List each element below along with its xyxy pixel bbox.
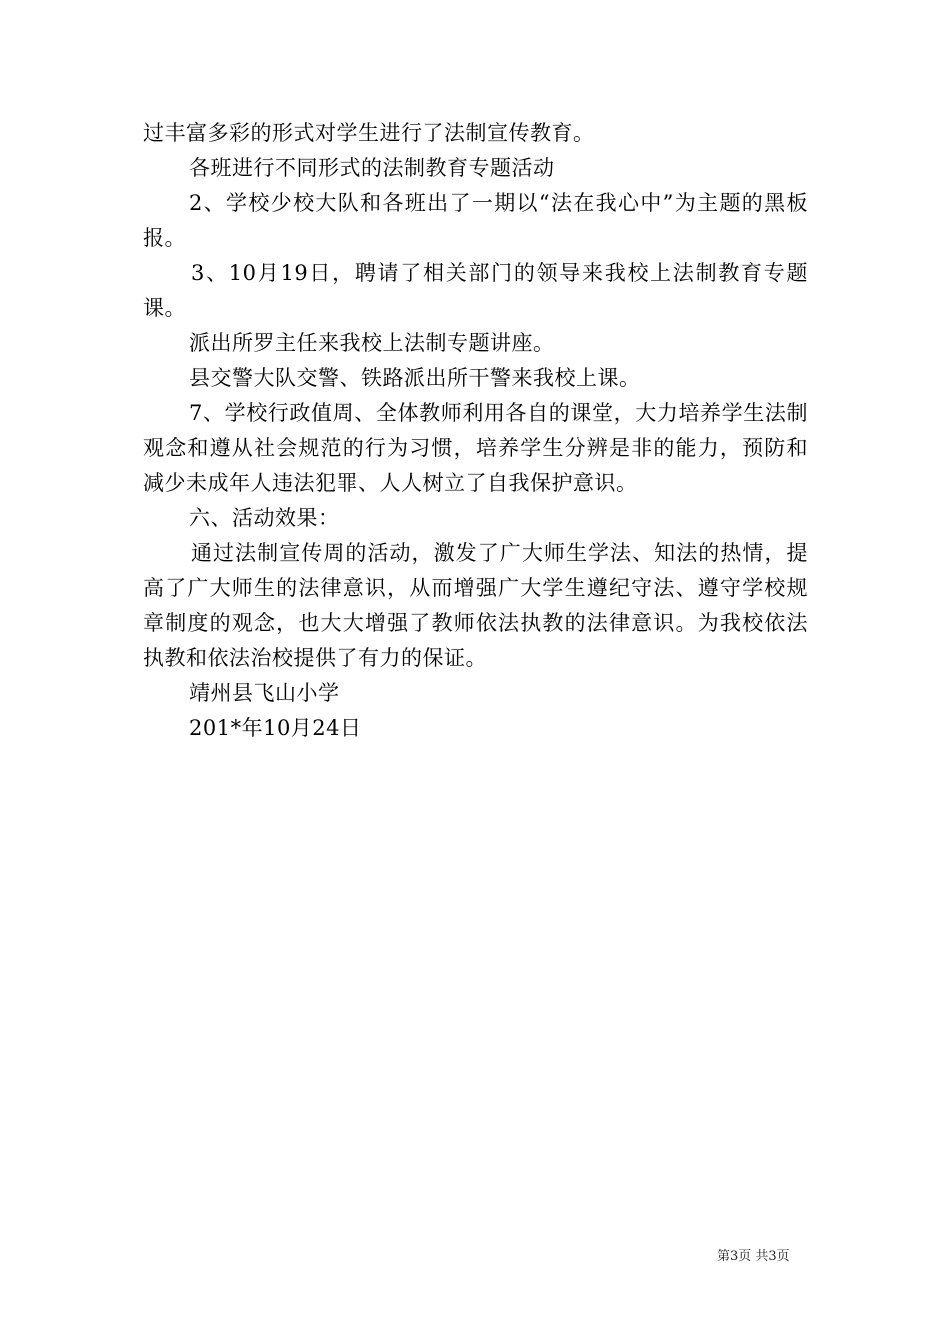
paragraph-1: 过丰富多彩的形式对学生进行了法制宣传教育。 (143, 121, 595, 145)
paragraph-5: 派出所罗主任来我校上法制专题讲座。 (189, 331, 555, 355)
section-heading: 六、活动效果： (189, 506, 340, 530)
paragraph-3: 2、学校少校大队和各班出了一期以“法在我心中”为主题的黑板报。 (143, 191, 808, 250)
signature-date: 201*年10月24日 (189, 716, 362, 740)
paragraph-6: 县交警大队交警、铁路派出所干警来我校上课。 (189, 366, 641, 390)
document-body (143, 116, 808, 746)
paragraph-9: 通过法制宣传周的活动，激发了广大师生学法、知法的热情，提高了广大师生的法律意识，从而增强广大学生遵纪守法、遵守学校规章制度的观念，也大大增强了教师依法执教的法律意识。为我校依法执教和依法治校提供了有力的保证。 (143, 541, 808, 670)
paragraph-4: 3、10月19日，聘请了相关部门的领导来我校上法制教育专题课。 (143, 261, 808, 320)
page-number: 第3页 共3页 (717, 1249, 790, 1264)
paragraph-7: 7、学校行政值周、全体教师利用各自的课堂，大力培养学生法制观念和遵从社会规范的行为习惯，培养学生分辨是非的能力，预防和减少未成年人违法犯罪、人人树立了自我保护意识。 (143, 401, 808, 495)
paragraph-2: 各班进行不同形式的法制教育专题活动 (189, 156, 555, 180)
signature-school: 靖州县飞山小学 (189, 681, 340, 705)
